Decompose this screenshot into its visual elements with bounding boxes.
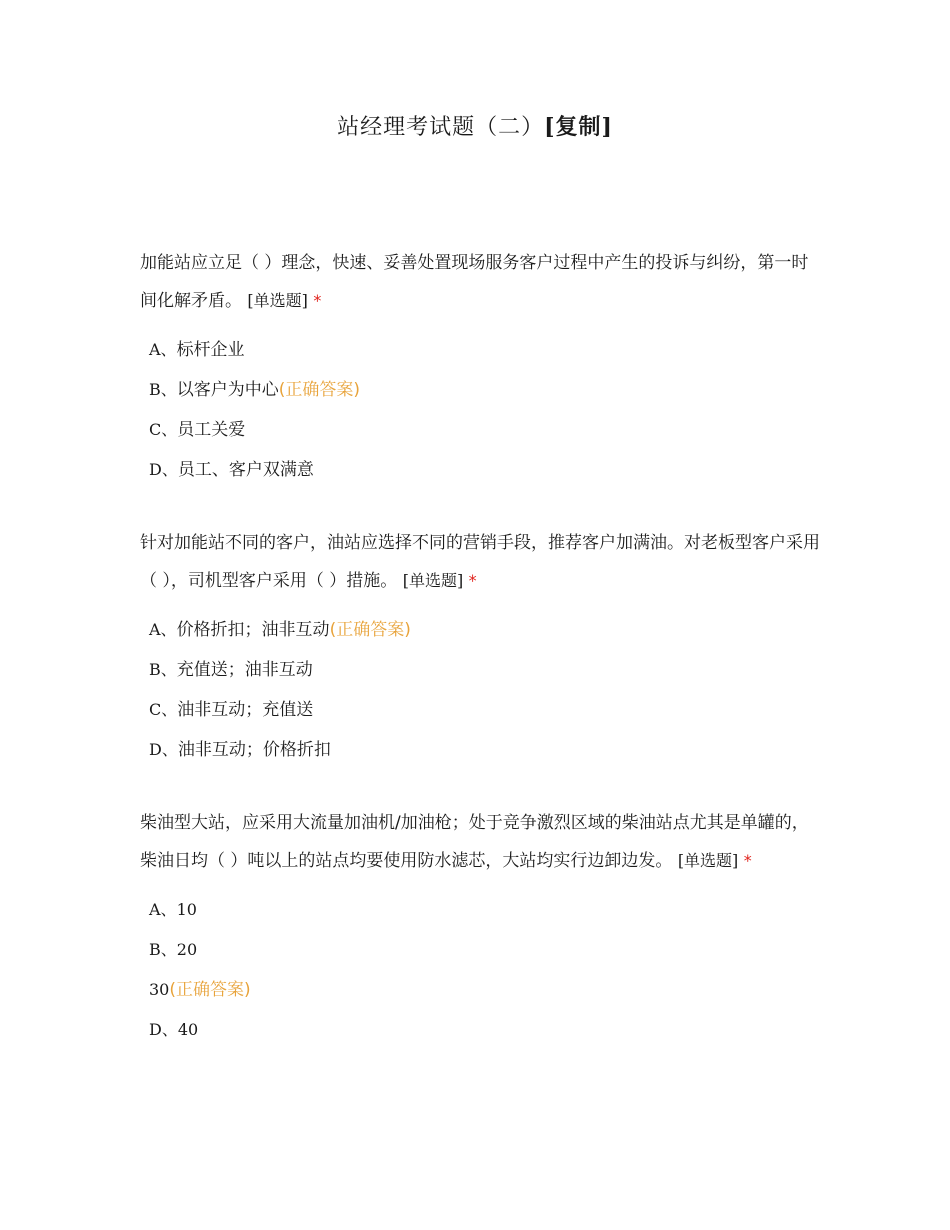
question-type: [单选题] bbox=[402, 571, 464, 590]
option-text: 标杆企业 bbox=[176, 340, 245, 360]
correct-answer-label: (正确答案) bbox=[278, 380, 361, 400]
option-text: 充值送；油非互动 bbox=[176, 660, 313, 680]
option-letter: B、 bbox=[149, 380, 177, 399]
correct-answer-label: (正确答案) bbox=[169, 980, 251, 1000]
title-main: 站经理考试题（二） bbox=[337, 115, 545, 140]
option-a[interactable] bbox=[149, 610, 820, 650]
option-letter: A、 bbox=[149, 620, 177, 639]
question-text bbox=[140, 525, 820, 600]
option-letter: A、 bbox=[149, 900, 177, 919]
option-text: 30 bbox=[149, 980, 170, 999]
option-letter: D、 bbox=[149, 740, 178, 759]
title-copy-suffix: [复制] bbox=[544, 114, 613, 140]
question-stem: 加能站应立足（ ）理念，快速、妥善处置现场服务客户过程中产生的投诉与纠纷，第一时间化解矛盾。 bbox=[140, 253, 809, 311]
option-b[interactable] bbox=[149, 370, 820, 410]
question-type: [单选题] bbox=[677, 851, 739, 870]
option-c[interactable] bbox=[149, 690, 820, 730]
question-text bbox=[140, 805, 820, 880]
option-d[interactable] bbox=[149, 730, 820, 770]
option-text: 员工、客户双满意 bbox=[177, 460, 314, 480]
question-text bbox=[140, 245, 820, 320]
option-a[interactable] bbox=[149, 330, 820, 370]
option-d[interactable] bbox=[149, 1010, 820, 1050]
option-letter: D、 bbox=[149, 1020, 178, 1039]
option-text: 油非互动；充值送 bbox=[177, 700, 314, 720]
option-text: 10 bbox=[176, 900, 197, 919]
option-letter: A、 bbox=[149, 340, 177, 359]
question-2 bbox=[140, 525, 820, 770]
option-c[interactable] bbox=[149, 970, 820, 1010]
question-stem: 针对加能站不同的客户，油站应选择不同的营销手段，推荐客户加满油。对老板型客户采用（ ），司机型客户采用（ ）措施。 bbox=[140, 533, 820, 591]
page-title bbox=[0, 110, 950, 141]
required-mark: * bbox=[468, 571, 477, 590]
option-a[interactable] bbox=[149, 890, 820, 930]
option-letter: D、 bbox=[149, 460, 178, 479]
option-c[interactable] bbox=[149, 410, 820, 450]
option-text: 以客户为中心 bbox=[176, 380, 279, 400]
option-text: 40 bbox=[177, 1020, 199, 1039]
question-stem: 柴油型大站，应采用大流量加油机/加油枪；处于竞争激烈区域的柴油站点尤其是单罐的，柴油日均（ ）吨以上的站点均要使用防水滤芯，大站均实行边卸边发。 bbox=[140, 813, 809, 871]
question-3 bbox=[140, 805, 820, 1050]
required-mark: * bbox=[313, 291, 322, 310]
option-list bbox=[140, 330, 820, 490]
option-letter: B、 bbox=[149, 660, 177, 679]
option-letter: C、 bbox=[149, 700, 178, 719]
option-letter: C、 bbox=[149, 420, 178, 439]
option-b[interactable] bbox=[149, 650, 820, 690]
option-d[interactable] bbox=[149, 450, 820, 490]
option-letter: B、 bbox=[149, 940, 177, 959]
option-list bbox=[140, 610, 820, 770]
option-list bbox=[140, 890, 820, 1050]
option-b[interactable] bbox=[149, 930, 820, 970]
option-text: 油非互动；价格折扣 bbox=[177, 740, 331, 760]
required-mark: * bbox=[743, 851, 752, 870]
question-type: [单选题] bbox=[247, 291, 308, 310]
option-text: 员工关爱 bbox=[177, 420, 246, 440]
option-text: 20 bbox=[176, 940, 198, 959]
option-text: 价格折扣；油非互动 bbox=[176, 620, 330, 640]
question-1 bbox=[140, 245, 820, 490]
correct-answer-label: (正确答案) bbox=[329, 620, 411, 640]
